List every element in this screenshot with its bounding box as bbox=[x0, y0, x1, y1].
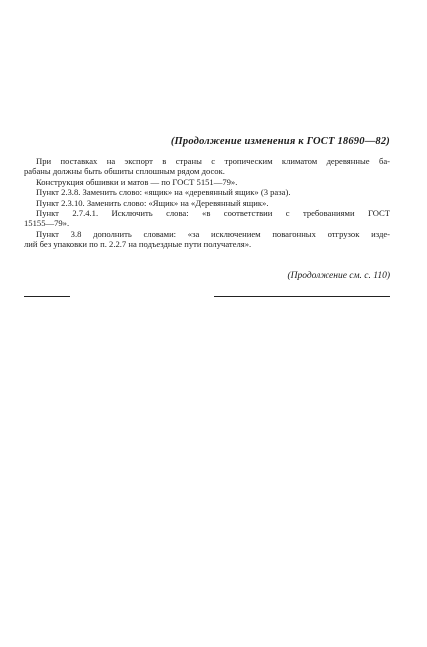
paragraph-item-2-3-10: Пункт 2.3.10. Заменить слово: «Ящик» на «Деревянный ящик». bbox=[36, 197, 269, 208]
paragraph-item-2-7-4-1-line1: Пункт 2.7.4.1. Исключить слова: «в соответствии с требованиями ГОСТ bbox=[36, 208, 390, 219]
paragraph-item-3-8-line1: Пункт 3.8 дополнить словами: «за исключением повагонных отгрузок изде- bbox=[36, 228, 390, 239]
paragraph-item-2-3-8: Пункт 2.3.8. Заменить слово: «ящик» на «деревянный ящик» (3 раза). bbox=[36, 187, 291, 198]
paragraph-item-3-8-line2: лий без упаковки по п. 2.2.7 на подъездные пути получателя». bbox=[24, 239, 252, 250]
paragraph-export-line1: При поставках на экспорт в страны с тропическим климатом деревянные ба- bbox=[36, 156, 390, 166]
paragraph-construction: Конструкция обшивки и матов — по ГОСТ 5151—79». bbox=[36, 176, 238, 187]
footer-rule-left bbox=[24, 296, 70, 297]
continued-note: (Продолжение см. с. 110) bbox=[287, 271, 390, 281]
paragraph-item-2-7-4-1-line2: 15155—79». bbox=[24, 218, 70, 229]
amendment-text bbox=[24, 156, 390, 250]
footer-rule-right bbox=[214, 296, 390, 297]
continuation-header: (Продолжение изменения к ГОСТ 18690—82) bbox=[170, 136, 390, 147]
paragraph-export-line2: рабаны должны быть обшиты сплошным рядом досок. bbox=[24, 166, 225, 177]
